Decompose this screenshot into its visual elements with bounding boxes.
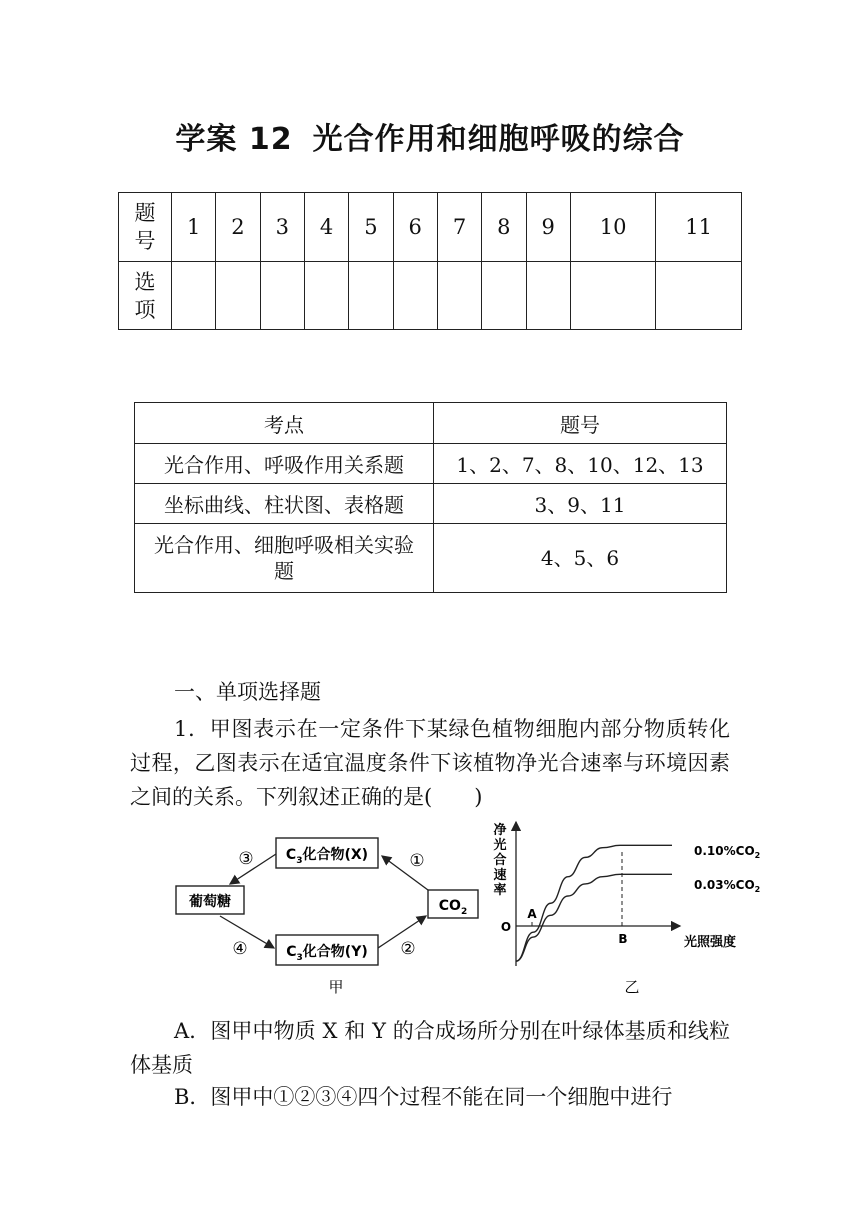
- y-axis-label-char: 光: [493, 838, 507, 853]
- title-prefix: 学案 12: [175, 122, 293, 157]
- question-number-cell: 7: [437, 193, 481, 262]
- series-name-1: 0.03%CO: [694, 878, 755, 892]
- answer-cell[interactable]: [304, 262, 348, 330]
- chart-yi: [488, 812, 788, 1002]
- question-number-cell: 9: [526, 193, 570, 262]
- answer-cell[interactable]: [437, 262, 481, 330]
- caption-yi: 乙: [624, 978, 640, 996]
- table-row: [135, 524, 727, 593]
- point-label-b: B: [618, 932, 628, 946]
- question-number-cell: 8: [482, 193, 526, 262]
- answer-table-row-numbers: [119, 193, 742, 262]
- answer-cell[interactable]: [570, 262, 656, 330]
- series-sub-0: 2: [754, 851, 761, 860]
- c3y-letter: C: [286, 944, 297, 960]
- co2-box: [428, 890, 478, 918]
- c3y-box: [276, 935, 378, 965]
- answer-cell[interactable]: [260, 262, 304, 330]
- y-axis-label-char: 合: [493, 853, 507, 868]
- y-axis-label-char: 速: [493, 868, 507, 883]
- table-row: [135, 444, 727, 484]
- questions-cell: 1、2、7、8、10、12、13: [434, 444, 727, 484]
- answer-table: [118, 192, 742, 330]
- question-number-cell: 10: [570, 193, 656, 262]
- question-number-cell: 3: [260, 193, 304, 262]
- answer-cell[interactable]: [216, 262, 260, 330]
- y-axis-label-char: 净: [493, 823, 507, 838]
- topic-table: [134, 402, 727, 593]
- series-name-0: 0.10%CO: [694, 844, 755, 858]
- question-header: 题号: [434, 403, 727, 444]
- y-axis-label: [493, 822, 507, 898]
- glucose-label: 葡萄糖: [189, 894, 231, 910]
- table-row: [135, 484, 727, 524]
- question-number-cell: 4: [304, 193, 348, 262]
- co2-label: CO: [438, 898, 461, 914]
- answer-cell[interactable]: [393, 262, 437, 330]
- c3y-sub: 3: [296, 953, 303, 963]
- question-number-cell: 1: [172, 193, 216, 262]
- answer-cell[interactable]: [526, 262, 570, 330]
- topic-cell: 光合作用、呼吸作用关系题: [135, 444, 434, 484]
- step-1: ①: [409, 851, 425, 871]
- c3x-label: 化合物(X): [302, 847, 369, 863]
- answer-cell[interactable]: [172, 262, 216, 330]
- answer-cell[interactable]: [349, 262, 393, 330]
- page-title: [0, 114, 860, 158]
- series-sub-1: 2: [754, 885, 761, 894]
- topic-line: 光合作用、细胞呼吸相关实验: [154, 533, 414, 557]
- series-label-0.03: [694, 878, 760, 894]
- question-number-cell: 2: [216, 193, 260, 262]
- answer-table-row-options: [119, 262, 742, 330]
- x-axis-label: 光照强度: [684, 935, 737, 950]
- answer-table-header-number: [119, 193, 172, 262]
- step-2: ②: [400, 939, 416, 959]
- header-char: 号: [134, 229, 156, 253]
- questions-cell: 3、9、11: [434, 484, 727, 524]
- header-char: 项: [134, 297, 156, 322]
- step-4: ④: [232, 939, 248, 959]
- option-b: [130, 1080, 730, 1114]
- option-a-text: A．图甲中物质 X 和 Y 的合成场所分别在叶绿体基质和线粒体基质: [130, 1019, 730, 1077]
- co2-sub: 2: [460, 907, 468, 917]
- glucose-box: [176, 886, 244, 914]
- topic-line: 题: [274, 559, 294, 583]
- header-char: 选: [134, 269, 156, 294]
- title-main: 光合作用和细胞呼吸的综合: [312, 122, 685, 157]
- section-title: 一、单项选择题: [174, 680, 321, 704]
- series-line-0.03: [516, 874, 672, 961]
- c3x-letter: C: [285, 847, 297, 863]
- series-label-0.10: [694, 844, 760, 860]
- answer-cell[interactable]: [656, 262, 742, 330]
- topic-cell: 坐标曲线、柱状图、表格题: [135, 484, 434, 524]
- topic-cell: [135, 524, 434, 593]
- y-axis-label-char: 率: [493, 883, 507, 898]
- question-1-text: 1．甲图表示在一定条件下某绿色植物细胞内部分物质转化过程，乙图表示在适宜温度条件下该植物净光合速率与环境因素之间的关系。下列叙述正确的是( ): [130, 717, 730, 809]
- caption-jia: 甲: [328, 978, 344, 996]
- c3x-sub: 3: [296, 856, 303, 866]
- option-a: [130, 1014, 730, 1082]
- point-label-a: A: [527, 907, 537, 921]
- c3x-box: [276, 838, 378, 868]
- answer-cell[interactable]: [482, 262, 526, 330]
- questions-cell: 4、5、6: [434, 524, 727, 593]
- option-b-text: B．图甲中①②③④四个过程不能在同一个细胞中进行: [174, 1085, 673, 1109]
- question-number-cell: 11: [656, 193, 742, 262]
- question-number-cell: 6: [393, 193, 437, 262]
- topic-header: 考点: [135, 403, 434, 444]
- question-1-stem: [130, 712, 730, 814]
- topic-table-header-row: [135, 403, 727, 444]
- origin-label: O: [500, 920, 512, 934]
- header-char: 题: [134, 201, 156, 225]
- series-line-0.10: [516, 845, 672, 961]
- c3y-label: 化合物(Y): [302, 944, 368, 960]
- answer-table-header-option: [119, 262, 172, 330]
- diagram-jia: [160, 820, 500, 1000]
- step-3: ③: [238, 849, 254, 869]
- question-number-cell: 5: [349, 193, 393, 262]
